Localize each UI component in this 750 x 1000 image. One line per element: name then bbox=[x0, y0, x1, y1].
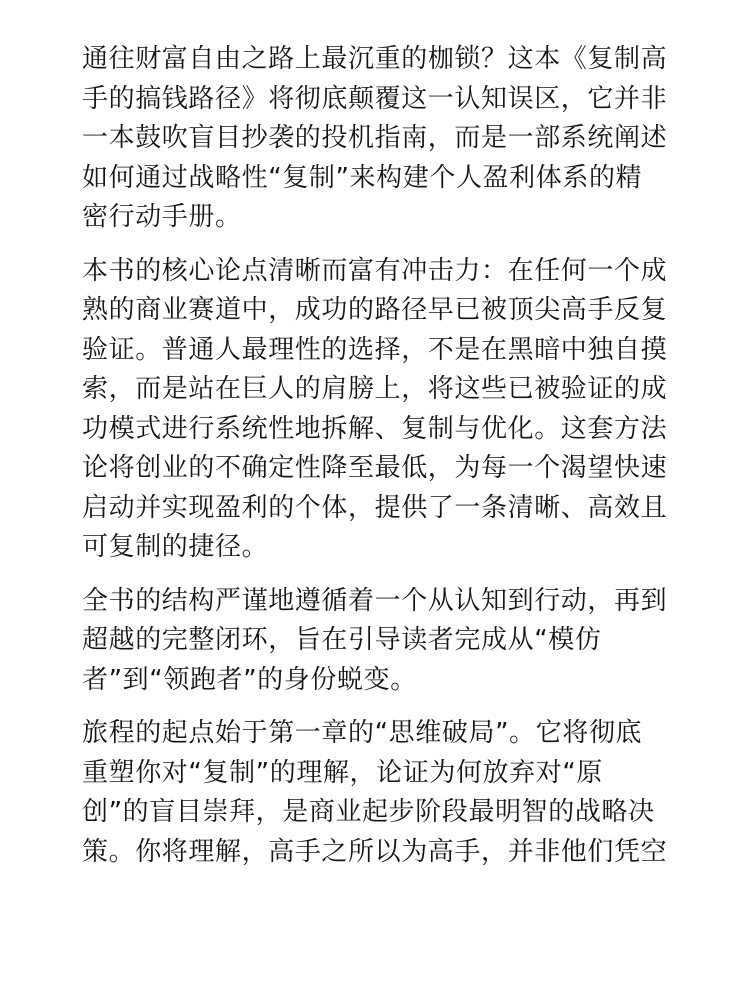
text-line: 者”到“领跑者”的身份蜕变。 bbox=[82, 664, 417, 695]
text-line: 创”的盲目崇拜，是商业起步阶段最明智的战略决 bbox=[82, 797, 655, 827]
text-line: 手的搞钱路径》将彻底颠覆这一认知误区，它并非 bbox=[82, 83, 668, 114]
paragraph-intro bbox=[82, 40, 670, 238]
text-line: 索，而是站在巨人的肩膀上，将这些已被验证的成 bbox=[82, 374, 668, 404]
text-line: 策。你将理解，高手之所以为高手，并非他们凭空 bbox=[82, 836, 668, 867]
text-line: 可复制的捷径。 bbox=[82, 532, 269, 562]
text-line: 重塑你对“复制”的理解，论证为何放弃对“原 bbox=[82, 757, 604, 788]
text-line: 全书的结构严谨地遵循着一个从认知到行动，再到 bbox=[82, 585, 668, 616]
text-line: 密行动手册。 bbox=[82, 202, 242, 232]
text-line: 旅程的起点始于第一章的“思维破局”。它将彻底 bbox=[82, 718, 643, 748]
text-line: 论将创业的不确定性降至最低，为每一个渴望快速 bbox=[82, 453, 668, 483]
paragraph-structure bbox=[82, 582, 670, 701]
text-line: 熟的商业赛道中，成功的路径早已被顶尖高手反复 bbox=[82, 295, 668, 325]
text-line: 如何通过战略性“复制”来构建个人盈利体系的精 bbox=[82, 162, 643, 193]
paragraph-core-argument bbox=[82, 252, 670, 568]
text-line: 超越的完整闭环，旨在引导读者完成从“模仿 bbox=[82, 625, 602, 655]
text-line: 验证。普通人最理性的选择，不是在黑暗中独自摸 bbox=[82, 334, 668, 365]
text-line: 一本鼓吹盲目抄袭的投机指南，而是一部系统阐述 bbox=[82, 123, 668, 153]
text-line: 通往财富自由之路上最沉重的枷锁？这本《复制高 bbox=[82, 44, 668, 74]
paragraph-chapter-one bbox=[82, 714, 670, 872]
text-line: 启动并实现盈利的个体，提供了一条清晰、高效且 bbox=[82, 492, 668, 523]
text-line: 功模式进行系统性地拆解、复制与优化。这套方法 bbox=[82, 413, 668, 444]
text-line: 本书的核心论点清晰而富有冲击力：在任何一个成 bbox=[82, 255, 668, 286]
